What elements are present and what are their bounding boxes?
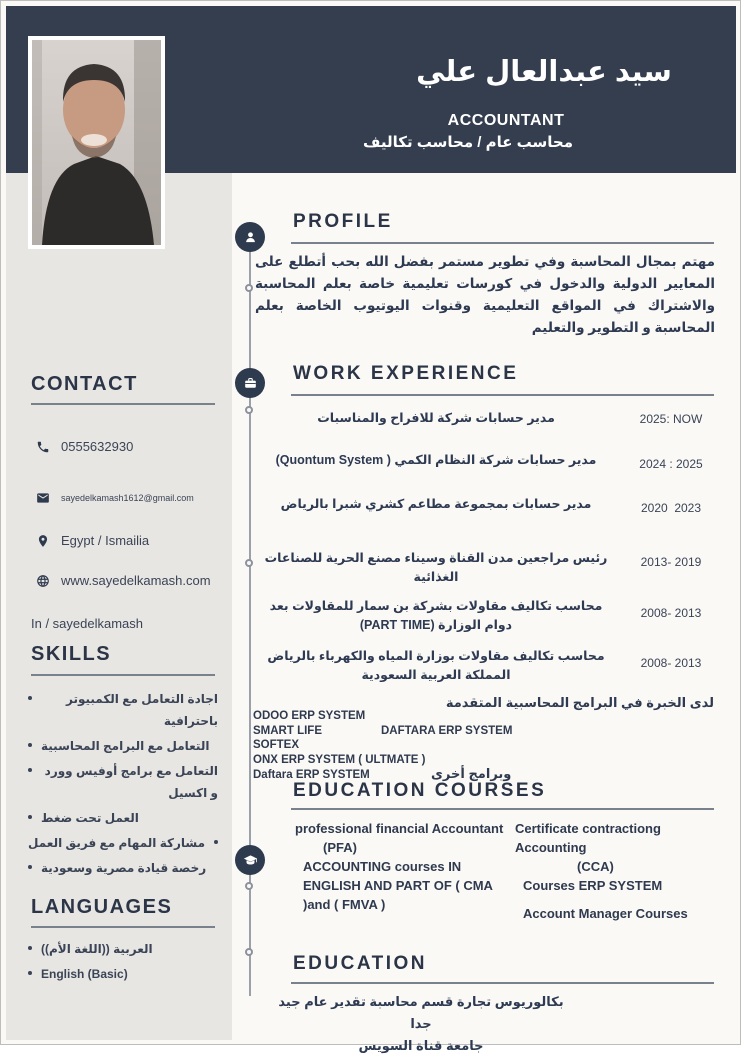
email-address[interactable]: sayedelkamash1612@gmail.com	[61, 493, 194, 503]
work-entry-dates: 2013- 2019	[640, 555, 702, 569]
languages-rule	[31, 926, 215, 928]
phone-row	[36, 439, 133, 454]
bullet-icon	[28, 971, 32, 975]
skills-heading: SKILLS	[31, 643, 112, 665]
envelope-icon	[36, 491, 50, 505]
language-item: العربية ((اللغة الأم))	[28, 938, 218, 960]
courses-right-column	[515, 819, 727, 923]
website-url[interactable]: www.sayedelkamash.com	[61, 573, 211, 588]
skills-rule	[31, 674, 215, 676]
linkedin-handle[interactable]: In / sayedelkamash	[31, 616, 144, 631]
language-item: English (Basic)	[28, 963, 218, 985]
location-text: Egypt / Ismailia	[61, 533, 150, 548]
work-entry-title: محاسب تكاليف مقاولات بوزارة المياه والكهرباء بالرياض المملكة العربية السعودية	[267, 649, 605, 682]
person-icon	[235, 222, 265, 252]
skill-item: اجادة التعامل مع الكمبيوتر باحترافية	[28, 688, 218, 732]
education-university: جامعة قناة السويس	[358, 1038, 484, 1053]
skill-item: العمل تحت ضغط	[28, 807, 218, 829]
bullet-icon	[214, 840, 218, 844]
email-row[interactable]	[36, 491, 194, 505]
languages-heading: LANGUAGES	[31, 896, 173, 918]
website-row[interactable]	[36, 573, 211, 588]
bullet-icon	[28, 865, 32, 869]
person-name: سيد عبدالعال علي	[416, 56, 672, 88]
education-block	[271, 991, 571, 1057]
education-courses-rule	[291, 808, 714, 810]
education-rule	[291, 982, 714, 984]
timeline-node	[245, 284, 253, 292]
job-title-ar: محاسب عام / محاسب تكاليف	[362, 134, 574, 151]
software-intro: لدى الخبرة في البرامج المحاسبية المتقدمة	[445, 695, 714, 710]
timeline-node	[245, 559, 253, 567]
bullet-icon	[28, 815, 32, 819]
software-row: Daftara ERP SYSTEM وبرامج أخرى	[253, 766, 512, 781]
bullet-icon	[28, 946, 32, 950]
work-rule	[291, 394, 714, 396]
education-courses-heading: EDUCATION COURSES	[293, 780, 547, 801]
job-title-en: ACCOUNTANT	[447, 112, 565, 129]
bullet-icon	[28, 743, 32, 747]
education-degree: بكالوريوس تجارة قسم محاسبة تقدير عام جيد جدا	[278, 994, 564, 1031]
map-pin-icon	[36, 534, 50, 548]
course-item: Courses ERP SYSTEM	[523, 878, 663, 893]
work-entry-title: محاسب تكاليف مقاولات بشركة بن سمار للمقاولات بعد دوام الوزارة (PART TIME)	[269, 599, 603, 632]
profile-summary: مهتم بمجال المحاسبة وفي تطوير مستمر بفضل الله بحب أتطلع على المعايير الدولية والدخول في كورسات تعليمية خاصة بعلم المحاسبة والاشتراك في المواقع التعليمية وقنوات اليوتيوب الخاصة بعلم المحاسبة و التطوير والتعليم	[255, 254, 715, 335]
course-item: (CCA)	[577, 859, 614, 874]
course-item: Certificate contractiong Accounting	[515, 821, 661, 855]
phone-icon	[36, 440, 50, 454]
skill-item: التعامل مع برامج أوفيس وورد و اكسيل	[28, 760, 218, 804]
software-list	[253, 709, 673, 783]
profile-photo-image	[32, 40, 161, 245]
globe-icon	[36, 574, 50, 588]
languages-list	[28, 938, 218, 988]
course-item: professional financial Accountant	[295, 821, 504, 836]
work-entry-dates: 2020 2023	[640, 501, 702, 515]
work-entry-dates: 2024 : 2025	[639, 457, 703, 471]
education-heading: EDUCATION	[293, 953, 428, 974]
software-row: ODOO ERP SYSTEM	[253, 710, 366, 722]
contact-rule	[31, 403, 215, 405]
skill-item: مشاركة المهام مع فريق العمل	[28, 832, 218, 854]
contact-heading: CONTACT	[31, 373, 138, 395]
work-entry-title: مدير حسابات شركة للافراح والمناسبات	[317, 411, 555, 425]
software-row: SMART LIFE DAFTARA ERP SYSTEM	[253, 724, 513, 737]
software-row: ONX ERP SYSTEM ( ULTMATE )	[253, 753, 426, 766]
location-row	[36, 533, 149, 548]
bullet-icon	[28, 696, 32, 700]
skills-list	[28, 688, 218, 882]
sidebar	[6, 173, 232, 1040]
work-entry-title: مدير حسابات بمجموعة مطاعم كشري شبرا بالرياض	[280, 497, 592, 511]
profile-photo	[28, 36, 165, 249]
work-entry-dates: 2008- 2013	[640, 606, 702, 620]
course-item: Account Manager Courses	[523, 906, 688, 921]
briefcase-icon	[235, 368, 265, 398]
course-item: ACCOUNTING courses IN ENGLISH AND PART OF ( CMA )and ( FMVA )	[303, 859, 493, 912]
profile-rule	[291, 242, 714, 244]
work-heading: WORK EXPERIENCE	[293, 363, 519, 384]
bullet-icon	[28, 768, 32, 772]
work-entry-dates: 2008- 2013	[640, 656, 702, 670]
profile-heading: PROFILE	[293, 211, 393, 232]
linkedin-row[interactable]	[31, 616, 143, 631]
phone-number: 0555632930	[61, 439, 134, 454]
work-entry-title: رئيس مراجعين مدن القناة وسيناء مصنع الحرية للصناعات الغذائية	[264, 551, 608, 584]
timeline-node	[245, 948, 253, 956]
skill-item: رخصة قيادة مصرية وسعودية	[28, 857, 218, 879]
software-row: SOFTEX	[253, 739, 300, 751]
work-entry-title: مدير حسابات شركة النظام الكمي ( Quontum System)	[275, 453, 597, 467]
timeline-node	[245, 882, 253, 890]
course-item: (PFA)	[323, 840, 357, 855]
work-entry-dates: 2025: NOW	[639, 412, 703, 426]
timeline-node	[245, 406, 253, 414]
skill-item: التعامل مع البرامج المحاسبية	[28, 735, 218, 757]
courses-left-column	[295, 819, 507, 914]
graduation-cap-icon	[235, 845, 265, 875]
